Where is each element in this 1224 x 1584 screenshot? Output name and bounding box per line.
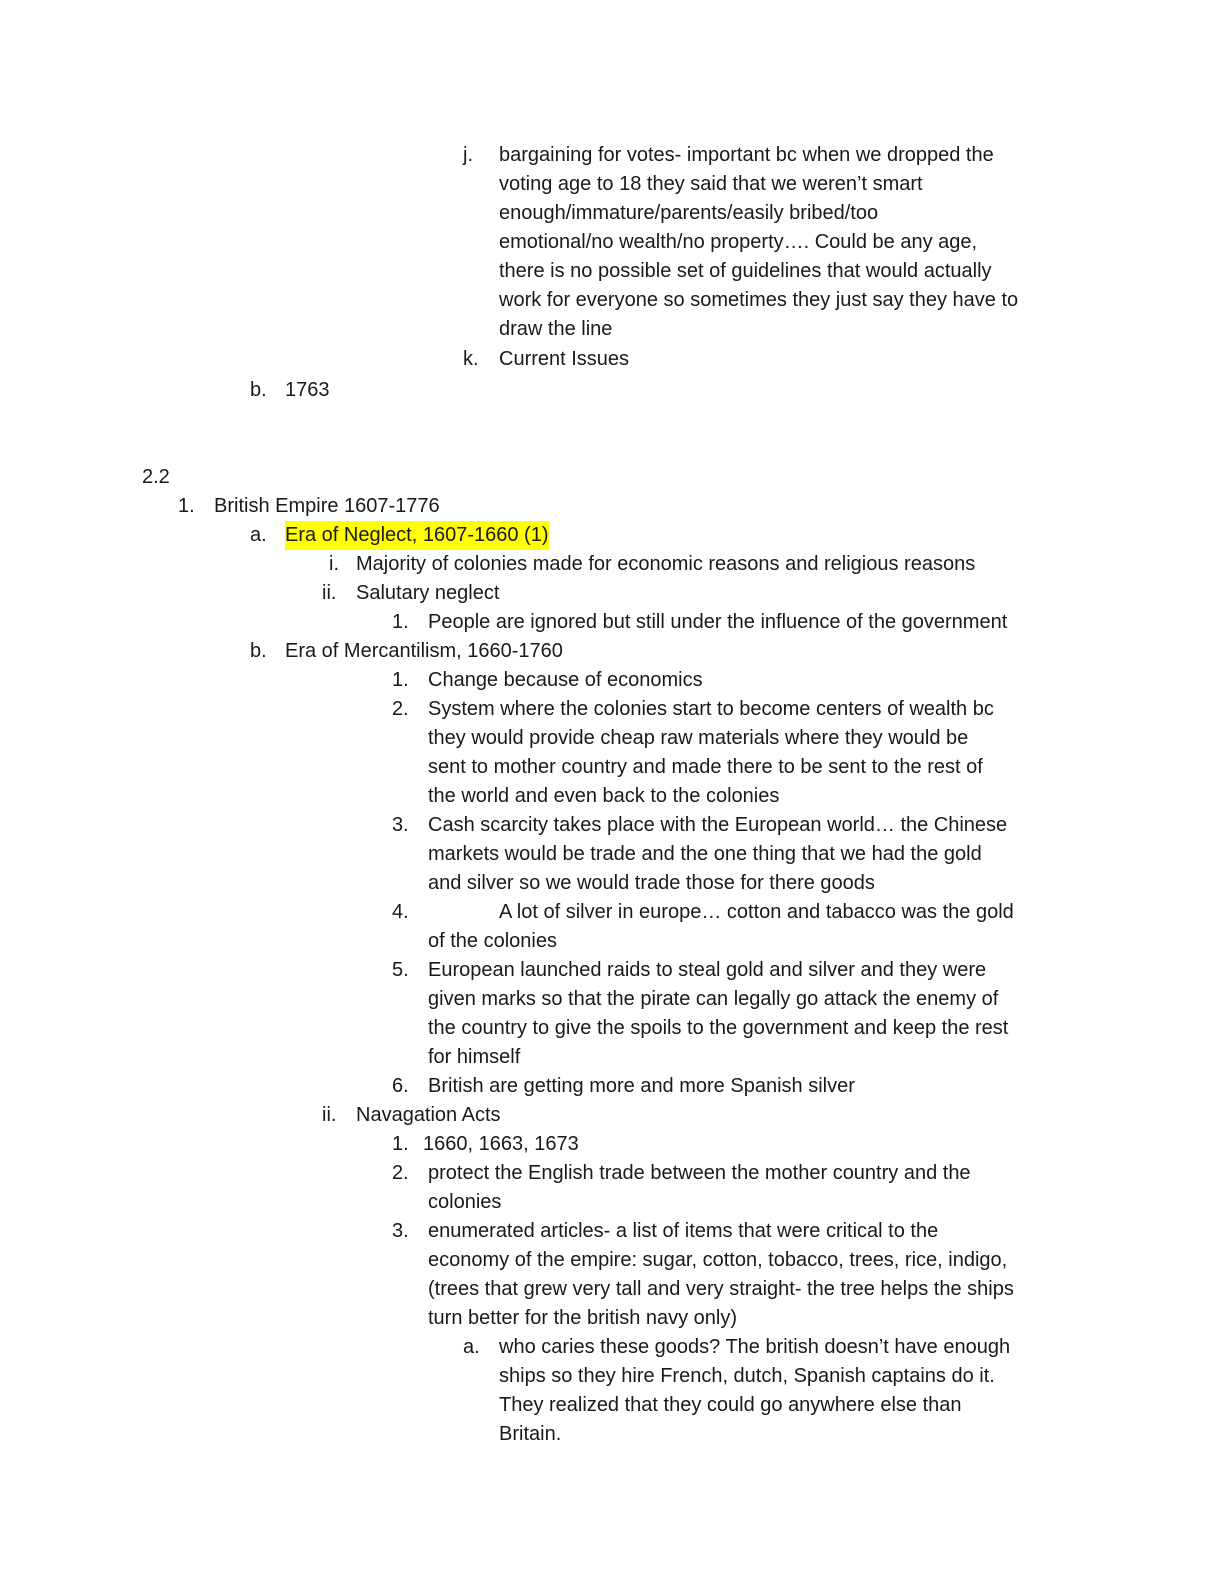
list-item-line: They realized that they could go anywhere else than [499, 1394, 962, 1416]
list-item-j-line: work for everyone so sometimes they just say they have to [499, 289, 1019, 311]
list-marker-a: a. [463, 1336, 480, 1358]
list-marker-b: b. [250, 640, 267, 662]
list-marker-3: 3. [392, 1220, 409, 1242]
list-marker-1: 1. [178, 495, 195, 517]
section-number: 2.2 [142, 466, 170, 488]
list-item-line: Change because of economics [428, 669, 703, 691]
list-marker-1: 1. [392, 1133, 409, 1155]
list-item-line: A lot of silver in europe… cotton and tabacco was the gold [499, 901, 1014, 923]
list-item-line: markets would be trade and the one thing that we had the gold [428, 843, 982, 865]
list-marker-1: 1. [392, 611, 409, 633]
list-item-line: sent to mother country and made there to be sent to the rest of [428, 756, 983, 778]
list-item-majority-colonies: Majority of colonies made for economic reasons and religious reasons [356, 553, 976, 575]
list-marker-b-top: b. [250, 379, 267, 401]
list-item-line: given marks so that the pirate can legally go attack the enemy of [428, 988, 999, 1010]
list-item-navagation-acts: Navagation Acts [356, 1104, 501, 1126]
list-item-people-ignored: People are ignored but still under the influence of the government [428, 611, 1008, 633]
list-item-line: colonies [428, 1191, 502, 1213]
list-item-line: British are getting more and more Spanish silver [428, 1075, 855, 1097]
highlighted-era-of-neglect: Era of Neglect, 1607-1660 (1) [285, 521, 549, 550]
list-item-line: who caries these goods? The british doesn’t have enough [499, 1336, 1011, 1358]
list-marker-2: 2. [392, 1162, 409, 1184]
list-item-line: the world and even back to the colonies [428, 785, 780, 807]
list-item-j-line: draw the line [499, 318, 613, 340]
list-item-line: and silver so we would trade those for there goods [428, 872, 875, 894]
list-marker-3: 3. [392, 814, 409, 836]
list-marker-5: 5. [392, 959, 409, 981]
list-item-line: economy of the empire: sugar, cotton, tobacco, trees, rice, indigo, [428, 1249, 1008, 1271]
list-item-j-line: there is no possible set of guidelines that would actually [499, 260, 992, 282]
list-marker-j: j. [463, 144, 473, 166]
list-item-salutary-neglect: Salutary neglect [356, 582, 500, 604]
list-marker-ii: ii. [322, 1104, 337, 1126]
list-item-line: they would provide cheap raw materials where they would be [428, 727, 969, 749]
list-item-line: Cash scarcity takes place with the European world… the Chinese [428, 814, 1008, 836]
list-item-b-top-text: 1763 [285, 379, 330, 401]
list-marker-a: a. [250, 524, 267, 546]
list-item-line: 1660, 1663, 1673 [423, 1133, 579, 1155]
list-item-line: (trees that grew very tall and very straight- the tree helps the ships [428, 1278, 1014, 1300]
list-item-line: of the colonies [428, 930, 557, 952]
list-item-line: for himself [428, 1046, 521, 1068]
list-item-line: enumerated articles- a list of items that were critical to the [428, 1220, 939, 1242]
list-item-line: protect the English trade between the mother country and the [428, 1162, 971, 1184]
list-marker-2: 2. [392, 698, 409, 720]
list-item-k-text: Current Issues [499, 348, 630, 370]
list-marker-6: 6. [392, 1075, 409, 1097]
list-item-line: turn better for the british navy only) [428, 1307, 738, 1329]
list-marker-i: i. [329, 553, 339, 575]
list-marker-ii: ii. [322, 582, 337, 604]
list-marker-4: 4. [392, 901, 409, 923]
list-marker-k: k. [463, 348, 479, 370]
list-item-era-of-mercantilism: Era of Mercantilism, 1660-1760 [285, 640, 563, 662]
list-item-j-line: emotional/no wealth/no property…. Could be any age, [499, 231, 978, 253]
list-item-j-line: bargaining for votes- important bc when we dropped the [499, 144, 994, 166]
list-item-line: European launched raids to steal gold and silver and they were [428, 959, 987, 981]
list-item-j-line: enough/immature/parents/easily bribed/too [499, 202, 879, 224]
list-item-line: System where the colonies start to become centers of wealth bc [428, 698, 994, 720]
list-item-j-line: voting age to 18 they said that we weren’t smart [499, 173, 923, 195]
list-item-line: ships so they hire French, dutch, Spanish captains do it. [499, 1365, 995, 1387]
list-item-line: Britain. [499, 1423, 562, 1445]
list-marker-1: 1. [392, 669, 409, 691]
list-item-line: the country to give the spoils to the government and keep the rest [428, 1017, 1009, 1039]
list-item-british-empire: British Empire 1607-1776 [214, 495, 440, 517]
